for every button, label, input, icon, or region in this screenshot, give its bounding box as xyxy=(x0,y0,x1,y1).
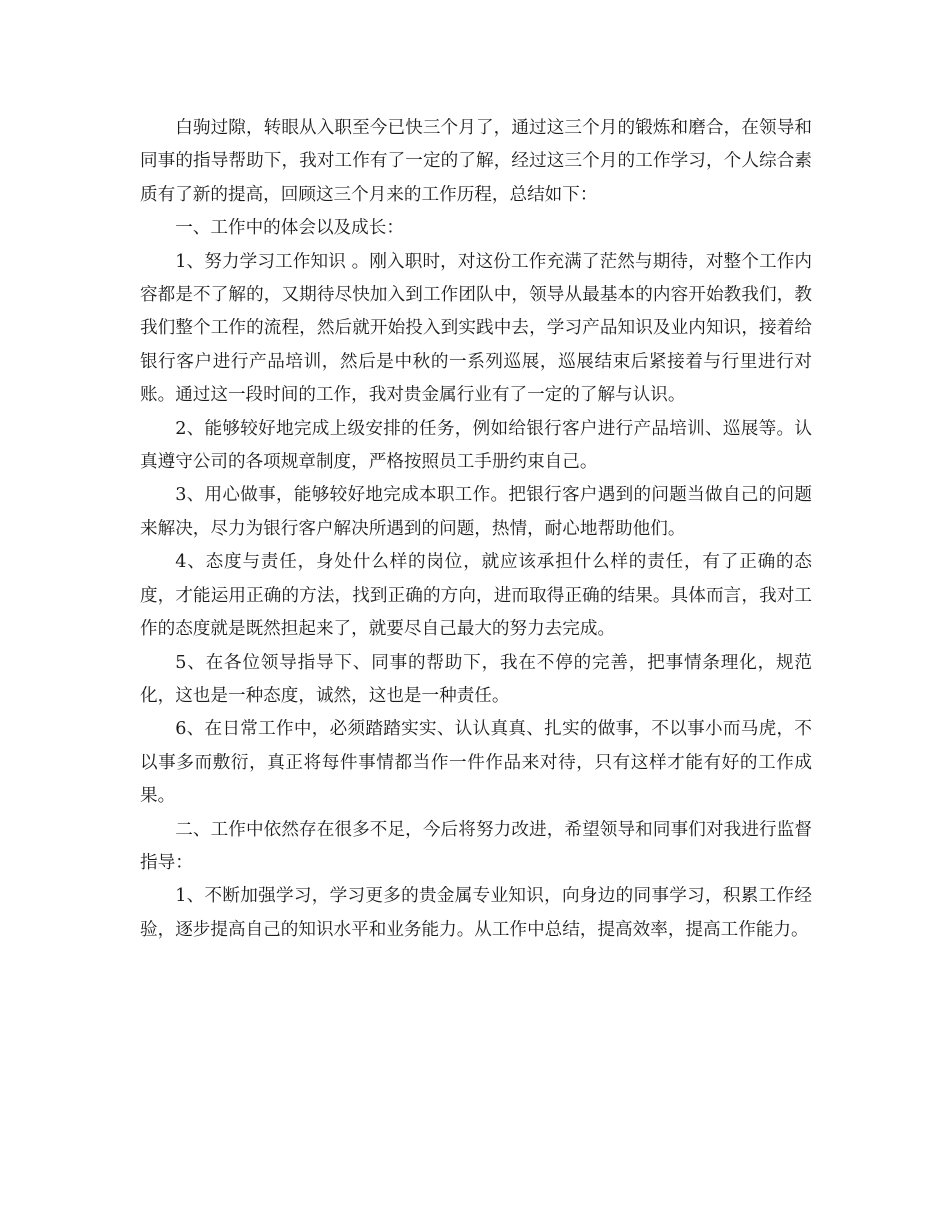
paragraph-item-5: 5、在各位领导指导下、同事的帮助下，我在不停的完善，把事情条理化，规范化，这也是一种态度，诚然，这也是一种责任。 xyxy=(140,652,812,706)
paragraph-improvement-1: 1、不断加强学习，学习更多的贵金属专业知识，向身边的同事学习，积累工作经验，逐步提高自己的知识水平和业务能力。从工作中总结，提高效率，提高工作能力。 xyxy=(140,886,812,940)
paragraph-item-6: 6、在日常工作中，必须踏踏实实、认认真真、扎实的做事，不以事小而马虎，不以事多而敷衍，真正将每件事情都当作一件作品来对待，只有这样才能有好的工作成果。 xyxy=(140,719,812,807)
paragraph-item-4: 4、态度与责任，身处什么样的岗位，就应该承担什么样的责任，有了正确的态度，才能运用正确的方法，找到正确的方向，进而取得正确的结果。具体而言，我对工作的态度就是既然担起来了，就要尽自己最大的努力去完成。 xyxy=(140,552,812,640)
heading-section-1: 一、工作中的体会以及成长： xyxy=(175,218,404,239)
document-body xyxy=(140,112,812,947)
paragraph-item-3: 3、用心做事，能够较好地完成本职工作。把银行客户遇到的问题当做自己的问题来解决，尽力为银行客户解决所遇到的问题，热情，耐心地帮助他们。 xyxy=(140,485,812,539)
paragraph-item-2: 2、能够较好地完成上级安排的任务，例如给银行客户进行产品培训、巡展等。认真遵守公司的各项规章制度，严格按照员工手册约束自己。 xyxy=(140,418,812,473)
paragraph-intro: 白驹过隙，转眼从入职至今已快三个月了，通过这三个月的锻炼和磨合，在领导和同事的指导帮助下，我对工作有了一定的了解，经过这三个月的工作学习，个人综合素质有了新的提高，回顾这三个月来的工作历程，总结如下： xyxy=(140,118,812,205)
paragraph-item-1: 1、努力学习工作知识 。刚入职时，对这份工作充满了茫然与期待，对整个工作内容都是不了解的，又期待尽快加入到工作团队中，领导从最基本的内容开始教我们，教我们整个工作的流程，然后就开始投入到实践中去，学习产品知识及业内知识，接着给银行客户进行产品培训，然后是中秋的一系列巡展，巡展结束后紧接着与行里进行对账。通过这一段时间的工作，我对贵金属行业有了一定的了解与认识。 xyxy=(140,251,812,406)
heading-section-2: 二、工作中依然存在很多不足，今后将努力改进，希望领导和同事们对我进行监督指导： xyxy=(140,819,812,873)
